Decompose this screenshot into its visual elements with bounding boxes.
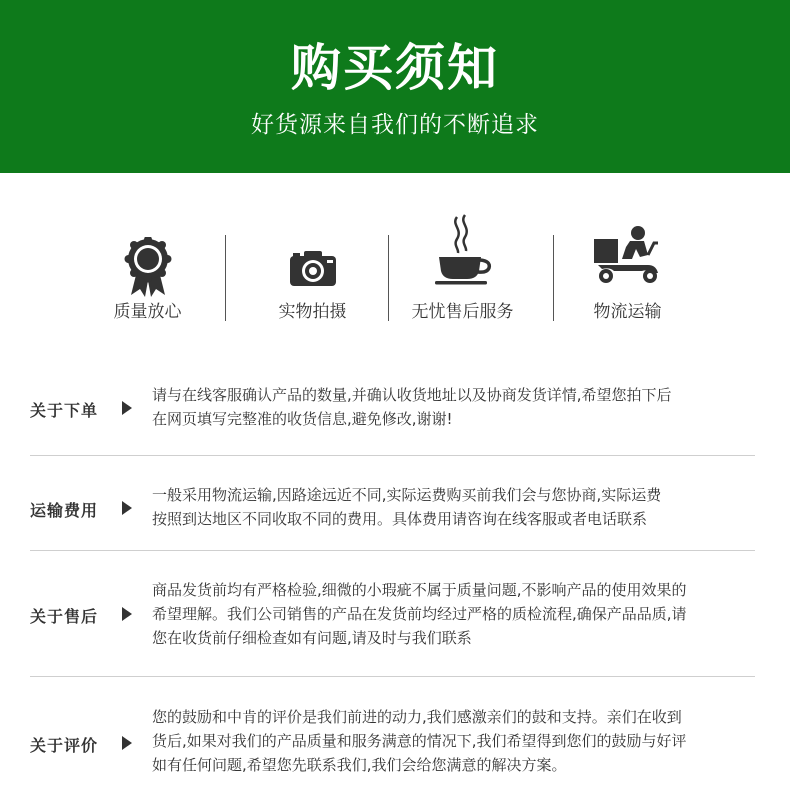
notice-line: 在网页填写完整准的收货信息,避免修改,谢谢! [152,410,453,428]
notice-line: 按照到达地区不同收取不同的费用。具体费用请咨询在线客服或者电话联系 [152,510,648,528]
divider [30,455,755,456]
divider [225,235,226,321]
notice-line: 请与在线客服确认产品的数量,并确认收货地址以及协商发货详情,希望您拍下后 [152,386,672,404]
feature-label: 物流运输 [593,302,662,322]
play-arrow-icon [122,607,132,621]
feature-after-sales [380,205,545,335]
notice-line: 一般采用物流运输,因路途远近不同,实际运费购买前我们会与您协商,实际运费 [152,486,662,504]
page-subtitle: 好货源来自我们的不断追求 [251,112,539,138]
notice-line: 如有任何问题,希望您先联系我们,我们会给您满意的解决方案。 [152,756,567,774]
play-arrow-icon [122,736,132,750]
award-medal-icon [123,237,173,297]
feature-logistics [545,205,710,335]
feature-real-photo [230,205,395,335]
feature-strip [65,205,725,335]
delivery-scooter-icon [592,225,664,287]
notice-text [152,705,755,777]
notice-line: 希望理解。我们公司销售的产品在发货前均经过严格的质检流程,确保产品品质,请 [152,605,687,623]
notice-line: 您的鼓励和中肯的评价是我们前进的动力,我们感激亲们的鼓和支持。亲们在收到 [152,708,682,726]
notice-text [152,383,755,431]
feature-quality [65,205,230,335]
notice-label: 运输费用 [30,501,99,520]
feature-label: 实物拍摄 [278,302,347,322]
notice-text [152,578,755,650]
camera-icon [288,248,338,288]
divider [30,676,755,677]
notice-line: 商品发货前均有严格检验,细微的小瑕疵不属于质量问题,不影响产品的使用效果的 [152,581,687,599]
notice-label: 关于评价 [30,736,99,755]
play-arrow-icon [122,401,132,415]
notice-line: 货后,如果对我们的产品质量和服务满意的情况下,我们希望得到您们的鼓励与好评 [152,732,687,750]
coffee-cup-icon [433,213,493,285]
notice-line: 您在收货前仔细检查如有问题,请及时与我们联系 [152,629,472,647]
notice-label: 关于售后 [30,607,99,626]
notice-label: 关于下单 [30,401,99,420]
page-title: 购买须知 [291,39,499,97]
header-banner [0,0,790,173]
divider [30,550,755,551]
play-arrow-icon [122,501,132,515]
notice-text [152,483,755,531]
feature-label: 质量放心 [113,302,182,322]
feature-label: 无忧售后服务 [411,302,514,322]
